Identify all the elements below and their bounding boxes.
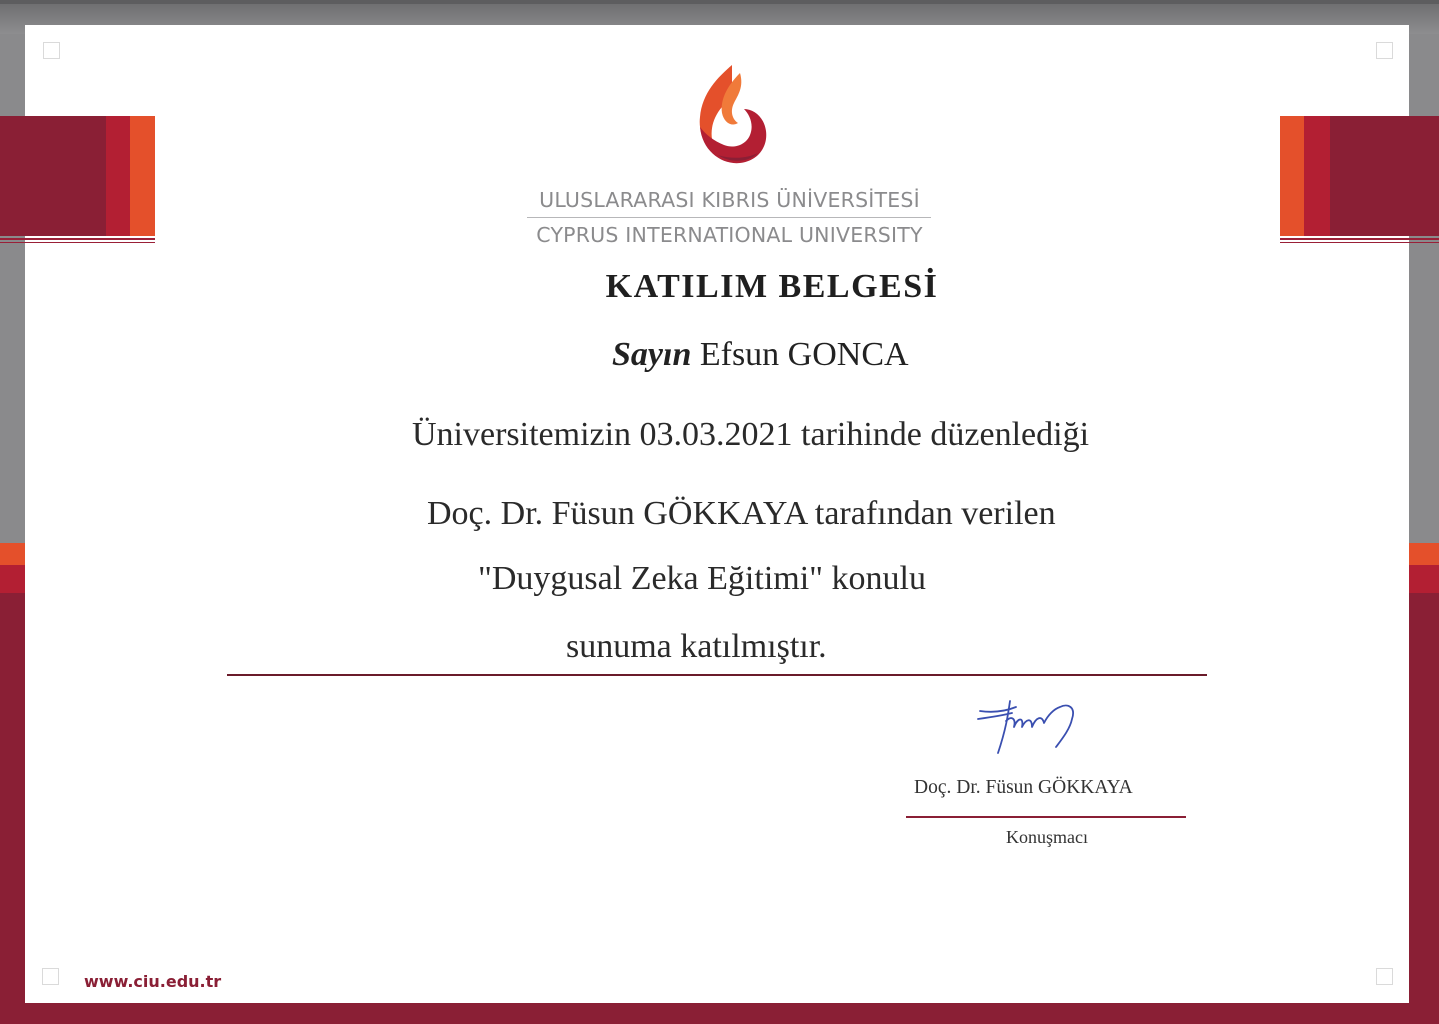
signatory-role: Konuşmacı — [1006, 827, 1088, 847]
right-ribbon-orange — [1280, 116, 1304, 236]
certificate-title: KATILIM BELGESİ — [605, 268, 939, 305]
corner-notch-bottom-right — [1397, 953, 1409, 981]
body-divider — [227, 674, 1207, 676]
signatory-name: Doç. Dr. Füsun GÖKKAYA — [914, 777, 1133, 798]
signatory-divider — [906, 816, 1186, 818]
corner-square-bottom-right — [1376, 968, 1393, 985]
body-line: sunuma katılmıştır. — [566, 628, 827, 665]
right-ribbon-line — [1280, 238, 1439, 240]
right-ribbon-maroon — [1330, 116, 1439, 236]
left-ribbon-maroon — [0, 116, 106, 236]
corner-square-top-right — [1376, 42, 1393, 59]
university-name-tr: ULUSLARARASI KIBRIS ÜNİVERSİTESİ — [539, 188, 920, 212]
university-name-en: CYPRUS INTERNATIONAL UNIVERSITY — [536, 223, 923, 247]
corner-notch-bottom-left — [25, 953, 37, 981]
left-ribbon-red — [106, 116, 130, 236]
handwritten-signature — [976, 695, 1088, 761]
left-ribbon-orange — [130, 116, 155, 236]
university-website: www.ciu.edu.tr — [84, 972, 222, 991]
body-line: Üniversitemizin 03.03.2021 tarihinde düzenlediği — [412, 416, 1090, 453]
corner-square-bottom-left — [42, 968, 59, 985]
left-ribbon-line — [0, 238, 155, 240]
recipient-name: Efsun GONCA — [699, 336, 909, 373]
salutation: Sayın — [612, 336, 692, 373]
university-name-divider — [527, 217, 931, 218]
body-line: "Duygusal Zeka Eğitimi" konulu — [478, 560, 926, 597]
right-ribbon-line — [1280, 242, 1439, 243]
body-line: Doç. Dr. Füsun GÖKKAYA tarafından verilen — [427, 495, 1056, 532]
corner-square-top-left — [43, 42, 60, 59]
corner-notch-top-right — [1397, 47, 1409, 75]
left-ribbon-line — [0, 242, 155, 243]
corner-notch-top-left — [25, 47, 37, 75]
university-flame-logo-icon — [688, 63, 770, 167]
right-ribbon-red — [1304, 116, 1330, 236]
recipient-line — [612, 336, 909, 374]
